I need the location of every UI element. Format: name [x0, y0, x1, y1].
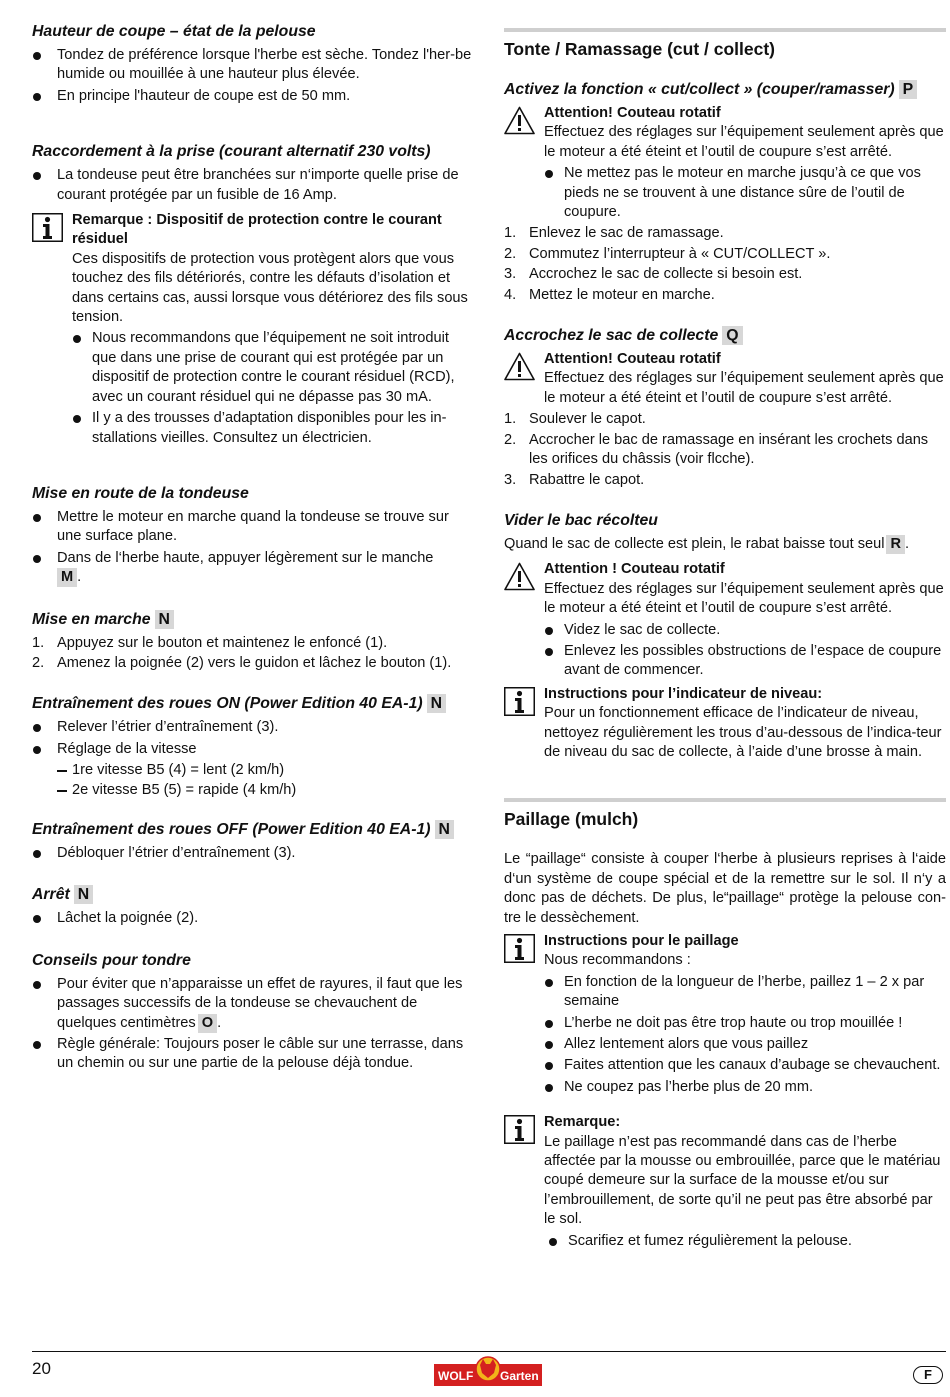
subsection-title-text: Activez la fonction « cut/collect » (couper/ramasser) — [504, 81, 895, 98]
step-number: 4. — [504, 286, 517, 303]
paragraph — [504, 535, 946, 554]
step-text: Accrochez le sac de collecte si besoin est. — [529, 266, 803, 283]
step-number: 1. — [32, 634, 45, 651]
subsection-title: Vider le bac récolteu — [504, 511, 658, 529]
item-end: . — [77, 569, 82, 586]
list-item: En fonction de la longueur de l’herbe, paillez 1 – 2 x par semaine — [544, 973, 946, 1012]
section-title — [32, 820, 474, 840]
info-icon — [504, 1115, 535, 1144]
section-title: Tonte / Ramassage (cut / collect) — [504, 28, 946, 60]
section-title: Hauteur de coupe – état de la pelouse — [32, 23, 316, 40]
list-item — [504, 286, 946, 305]
info-icon — [504, 934, 535, 963]
list-item: Réglage de la vitesse — [32, 740, 474, 759]
warning-title: Attention! Couteau rotatif — [544, 105, 721, 121]
warning-icon — [504, 352, 535, 381]
list-item: Allez lentement alors que vous paillez — [544, 1035, 946, 1054]
bullet-list — [32, 46, 474, 106]
numbered-list — [32, 634, 474, 674]
list-item: Lâchet la poignée (2). — [32, 909, 474, 928]
list-item: Videz le sac de collecte. — [544, 621, 946, 640]
section-title-text: Mise en marche — [32, 610, 151, 628]
bullet-list — [32, 975, 474, 1074]
dash-list — [32, 761, 474, 800]
bullet-list — [32, 718, 474, 759]
step-text: Appuyez sur le bouton et maintenez le enfoncé (1). — [57, 634, 388, 651]
section-title — [32, 885, 474, 905]
warning-text: Effectuez des réglages sur l’équipement seulement après que le moteur a été éteint et l’outil de coupure s’est arrêté. — [544, 124, 944, 160]
list-item: Tondez de préférence lorsque l'herbe est sèche. Tondez l'her-be humide ou mouillée à une hauteur plus élevée. — [32, 46, 474, 85]
warning-note — [504, 104, 946, 222]
section-title: Paillage (mulch) — [504, 798, 946, 830]
note-title: Instructions pour l’indicateur de niveau: — [544, 685, 823, 702]
bullet-list — [32, 909, 474, 928]
info-note — [504, 685, 946, 763]
logo-text-garten: Garten — [500, 1369, 539, 1383]
figure-ref-badge: Q — [722, 326, 742, 345]
list-item — [32, 654, 474, 673]
note-text: Ces dispositifs de protection vous protègent alors que vous touchez des fils détériorés, contre les défauts d’isolation et dans certains cas, aussi lorsque vous détériorez des fils sous tension. — [72, 250, 468, 326]
warning-bullets — [544, 621, 946, 681]
list-item: Faites attention que les canaux d’aubage se chevauchent. — [544, 1056, 946, 1075]
item-text: Pour éviter que n’apparaisse un effet de rayures, il faut que les passages successifs de la tondeuse se chevauchent de quelques centimètres — [57, 975, 463, 1031]
figure-ref-badge: O — [198, 1014, 217, 1033]
list-item: Règle générale: Toujours poser le câble sur une terrasse, dans un chemin ou sur une partie de la pelouse déjà tondue. — [32, 1035, 474, 1074]
paragraph: Le “paillage“ consiste à couper l‘herbe à plusieurs reprises à l‘aide d‘un système de coupe spécial et de la remettre sur le sol. Il n‘y a donc pas de déchets. De plus, le“paillage“ protège la pelouse con-tre le dessèchement. — [504, 851, 946, 926]
list-item: Débloquer l’étrier d’entraînement (3). — [32, 844, 474, 863]
figure-ref-badge: N — [427, 694, 446, 713]
list-item: Il y a des trousses d’adaptation disponibles pour les in-stallations vieilles. Consultez un électricien. — [72, 409, 474, 448]
warning-note — [504, 350, 946, 408]
section-title — [32, 610, 474, 630]
warning-note — [504, 560, 946, 680]
list-item — [32, 634, 474, 653]
list-item: En principe l'hauteur de coupe est de 50 mm. — [32, 87, 474, 106]
figure-ref-badge: P — [899, 80, 918, 99]
item-end: . — [217, 1014, 222, 1031]
list-item — [504, 224, 946, 243]
warning-icon — [504, 106, 535, 135]
step-text: Soulever le capot. — [529, 411, 646, 428]
step-text: Amenez la poignée (2) vers le guidon et lâchez le bouton (1). — [57, 654, 452, 671]
note-bullets — [72, 329, 474, 447]
wolf-garten-logo — [434, 1356, 542, 1387]
bullet-list — [32, 508, 474, 588]
logo-text-wolf: WOLF — [438, 1369, 474, 1383]
note-text: Pour un fonctionnement efficace de l’indicateur de niveau, nettoyez régulièrement les trous d’au-dessous de l’indica-teur de niveau du sac de collecte, à l’aide d’une brosse à main. — [544, 705, 942, 760]
bullet-list — [32, 166, 474, 205]
list-item: Ne mettez pas le moteur en marche jusqu’à ce que vos pieds ne se trouvent à une distance sûre de l’outil de coupure. — [544, 164, 946, 222]
left-column — [32, 22, 474, 1076]
page-number: 20 — [32, 1359, 51, 1378]
step-number: 2. — [504, 431, 517, 448]
step-text: Commutez l’interrupteur à « CUT/COLLECT ». — [529, 245, 831, 262]
list-item: Ne coupez pas l’herbe plus de 20 mm. — [544, 1078, 946, 1097]
section-title: Conseils pour tondre — [32, 951, 191, 969]
warning-bullets — [544, 164, 946, 222]
section-title — [32, 694, 474, 714]
list-item: 1re vitesse B5 (4) = lent (2 km/h) — [57, 761, 474, 780]
figure-ref-badge: N — [74, 885, 93, 904]
section-title: Raccordement à la prise (courant alternatif 230 volts) — [32, 143, 431, 161]
numbered-list — [504, 410, 946, 490]
figure-ref-badge: N — [435, 820, 454, 839]
language-badge: F — [913, 1366, 943, 1384]
footer-divider — [32, 1351, 946, 1352]
subsection-title — [504, 80, 946, 100]
section-title-text: Arrêt — [32, 886, 70, 904]
subsection-title-text: Accrochez le sac de collecte — [504, 327, 719, 345]
warning-title: Attention ! Couteau rotatif — [544, 561, 725, 578]
warning-text: Effectuez des réglages sur l’équipement seulement après que le moteur a été éteint et l’outil de coupure s’est arrêté. — [544, 370, 944, 406]
list-item — [32, 975, 474, 1033]
info-note — [504, 932, 946, 1097]
numbered-list — [504, 224, 946, 305]
step-number: 3. — [504, 266, 517, 283]
step-number: 2. — [32, 654, 45, 671]
warning-title: Attention! Couteau rotatif — [544, 351, 721, 368]
right-column — [504, 28, 946, 1253]
note-bullets — [544, 973, 946, 1097]
step-number: 2. — [504, 245, 517, 262]
subsection-title — [504, 326, 946, 346]
paragraph-end: . — [905, 535, 910, 552]
section-title: Mise en route de la tondeuse — [32, 484, 249, 502]
list-item — [504, 265, 946, 284]
list-item — [504, 245, 946, 264]
bullet-list — [32, 844, 474, 863]
step-number: 3. — [504, 471, 517, 488]
note-text: Le paillage n’est pas recommandé dans cas de l’herbe affectée par la mousse ou embrouillée, parce que le matériau coupé demeure sur la surface de la mousse et/ou sur l’embrouillement, de sorte qu’il ne peut pas être absorbé par le sol. — [544, 1133, 941, 1228]
note-title: Remarque: — [544, 1114, 621, 1131]
figure-ref-badge: N — [155, 610, 174, 629]
note-bullets — [544, 1232, 946, 1251]
step-text: Accrocher le bac de ramassage en insérant les crochets dans les orifices du châssis (voir flcche). — [529, 431, 929, 468]
list-item: La tondeuse peut être branchées sur n‘importe quelle prise de courant protégée par un fusible de 16 Amp. — [32, 166, 474, 205]
section-title-text: Entraînement des roues OFF (Power Edition 40 EA-1) — [32, 820, 431, 838]
list-item: Scarifiez et fumez régulièrement la pelouse. — [548, 1232, 946, 1251]
figure-ref-badge: R — [886, 535, 905, 554]
note-title: Remarque : Dispositif de protection contre le courant résiduel — [72, 212, 442, 248]
list-item: 2e vitesse B5 (5) = rapide (4 km/h) — [57, 781, 474, 800]
step-text: Enlevez le sac de ramassage. — [529, 225, 724, 242]
note-text: Nous recommandons : — [544, 952, 691, 969]
info-icon — [504, 687, 535, 716]
warning-text: Effectuez des réglages sur l’équipement seulement après que le moteur a été éteint et l’outil de coupure s’est arrêté. — [544, 580, 944, 617]
list-item: Enlevez les possibles obstructions de l’espace de coupure avant de commencer. — [544, 642, 946, 681]
step-number: 1. — [504, 411, 517, 428]
list-item — [32, 549, 474, 588]
step-text: Rabattre le capot. — [529, 471, 645, 488]
warning-icon — [504, 562, 535, 591]
list-item — [504, 410, 946, 429]
info-note — [504, 1113, 946, 1251]
list-item: L’herbe ne doit pas être trop haute ou trop mouillée ! — [544, 1014, 946, 1033]
list-item — [504, 471, 946, 490]
list-item: Nous recommandons que l’équipement ne soit introduit que dans une prise de courant qui est protégée par un dispositif de protection contre le courant résiduel (RCD), avec un courant résiduel qui ne dépasse pas 30 mA. — [72, 329, 474, 407]
note-title: Instructions pour le paillage — [544, 933, 739, 949]
list-item — [504, 431, 946, 470]
paragraph-text: Quand le sac de collecte est plein, le rabat baisse tout seul — [504, 535, 885, 552]
section-title-text: Entraînement des roues ON (Power Edition 40 EA-1) — [32, 695, 423, 713]
info-icon — [32, 213, 63, 242]
list-item: Mettre le moteur en marche quand la tondeuse se trouve sur une surface plane. — [32, 508, 474, 547]
list-item: Relever l’étrier d’entraînement (3). — [32, 718, 474, 737]
item-text: Dans de l‘herbe haute, appuyer légèrement sur le manche — [57, 549, 434, 566]
info-note — [32, 211, 474, 448]
figure-ref-badge: M — [57, 568, 77, 587]
step-text: Mettez le moteur en marche. — [529, 286, 715, 303]
step-number: 1. — [504, 225, 517, 242]
